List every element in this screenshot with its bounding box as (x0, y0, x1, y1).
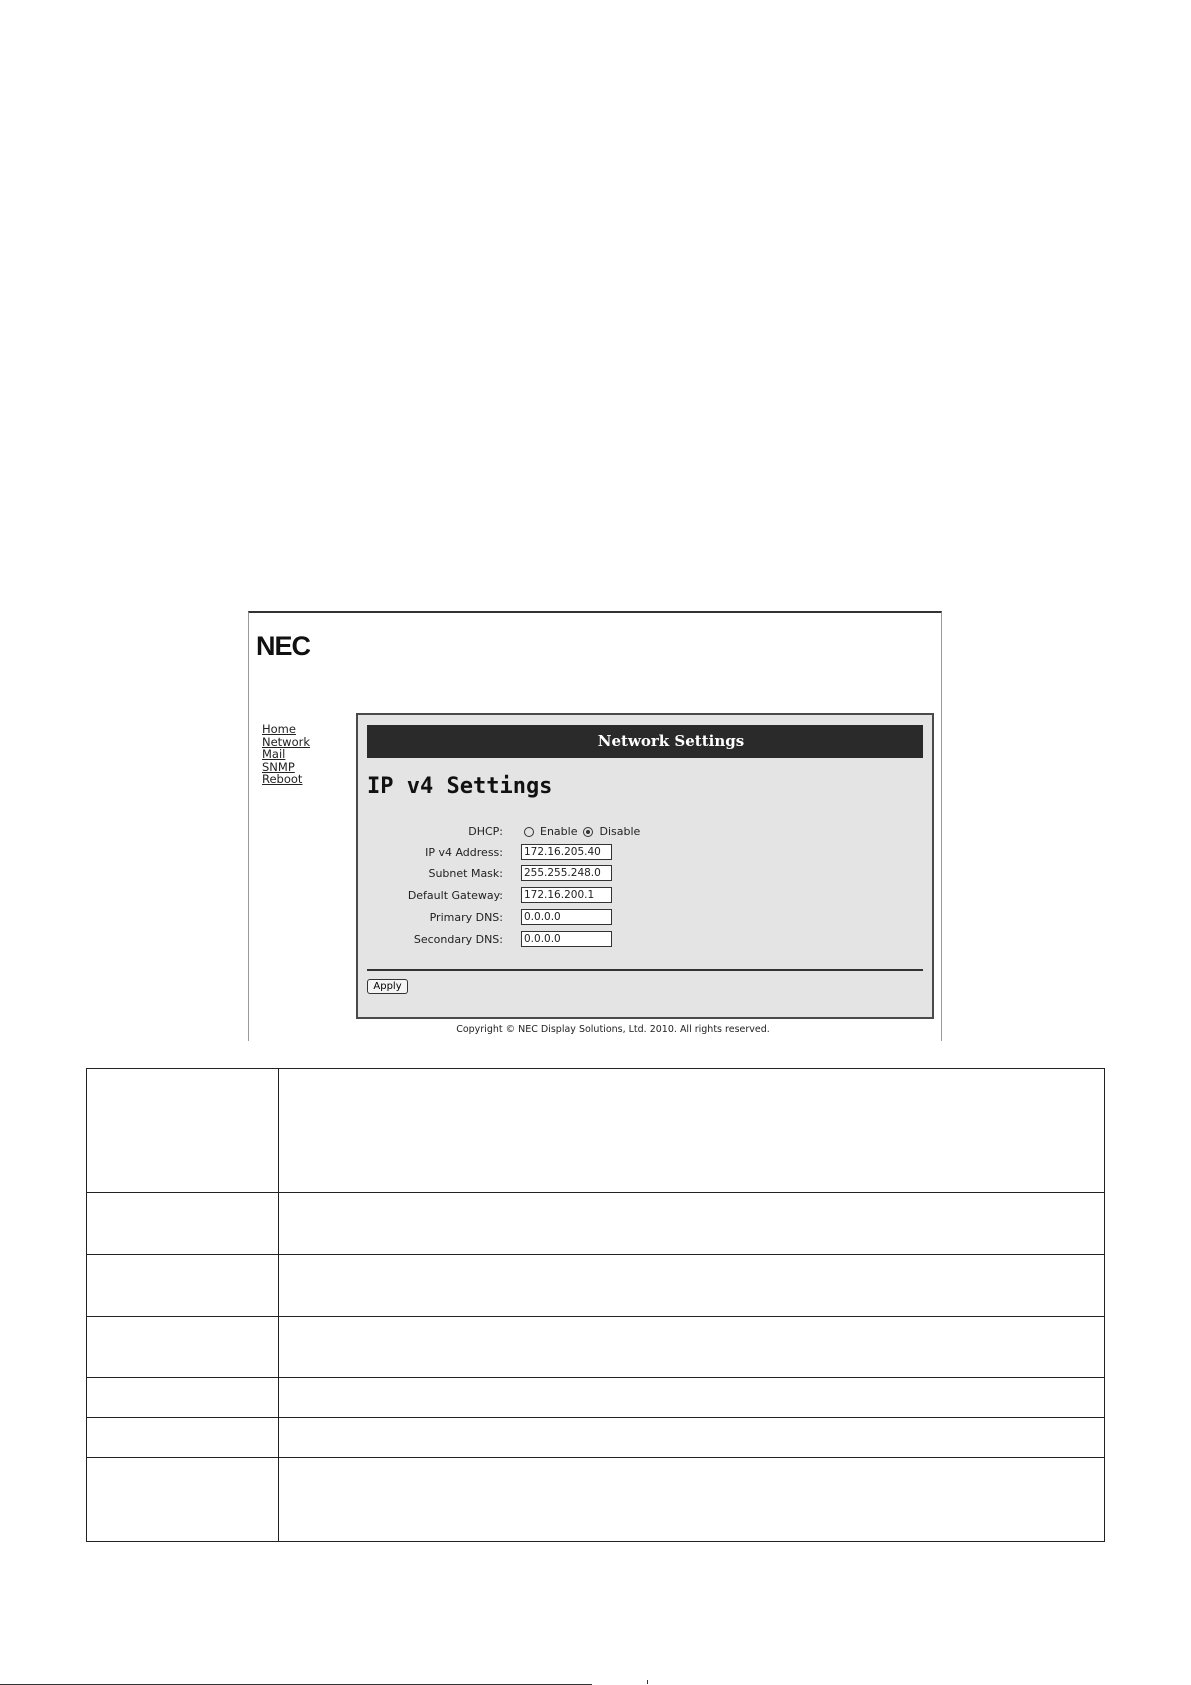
table-cell-term (87, 1255, 279, 1317)
nav-link-snmp[interactable]: SNMP (262, 759, 295, 774)
dhcp-label: DHCP: (468, 825, 503, 838)
nav-link-home[interactable]: Home (262, 722, 296, 736)
table-row (87, 1458, 1105, 1542)
dhcp-enable-label: Enable (540, 825, 578, 838)
table-row (87, 1317, 1105, 1378)
table-cell-description (279, 1317, 1105, 1378)
settings-panel (356, 713, 934, 1019)
nav-link-mail[interactable]: Mail (262, 747, 286, 761)
panel-header: Network Settings (367, 725, 923, 758)
table-cell-term (87, 1458, 279, 1542)
subnet-mask-input[interactable] (521, 865, 612, 881)
dhcp-row (358, 823, 932, 841)
secondary-dns-label: Secondary DNS: (413, 933, 503, 946)
description-table (86, 1068, 1105, 1542)
table-cell-term (87, 1193, 279, 1255)
table-cell-description (279, 1418, 1105, 1458)
nav-link-network[interactable]: Network (262, 734, 311, 749)
network-settings-screenshot (248, 611, 942, 1041)
table-row (87, 1069, 1105, 1193)
table-cell-description (279, 1458, 1105, 1542)
table-cell-term (87, 1418, 279, 1458)
ipv4-address-row (358, 844, 932, 862)
default-gateway-label: Default Gateway: (407, 889, 503, 902)
primary-dns-row (358, 909, 932, 927)
ipv4-address-label: IP v4 Address: (425, 846, 503, 859)
table-cell-term (87, 1317, 279, 1378)
table-cell-description (279, 1069, 1105, 1193)
copyright-text: Copyright © NEC Display Solutions, Ltd. 2010. All rights reserved. (456, 1024, 770, 1035)
table-row (87, 1378, 1105, 1418)
table-row (87, 1193, 1105, 1255)
panel-divider (367, 969, 923, 971)
dhcp-radio-group (524, 825, 646, 838)
dhcp-enable-radio[interactable] (524, 827, 534, 837)
footer-tick (647, 1680, 648, 1684)
ipv4-address-input[interactable] (521, 844, 612, 860)
primary-dns-input[interactable] (521, 909, 612, 925)
secondary-dns-row (358, 931, 932, 949)
dhcp-disable-label: Disable (599, 825, 641, 838)
side-nav (262, 723, 310, 786)
table-cell-description (279, 1255, 1105, 1317)
table-row (87, 1418, 1105, 1458)
nec-logo: NEC (256, 631, 311, 661)
apply-button[interactable]: Apply (367, 979, 408, 994)
default-gateway-input[interactable] (521, 887, 612, 903)
secondary-dns-input[interactable] (521, 931, 612, 947)
table-cell-description (279, 1193, 1105, 1255)
table-cell-term (87, 1069, 279, 1193)
default-gateway-row (358, 887, 932, 905)
dhcp-disable-radio[interactable] (583, 827, 593, 837)
subnet-mask-row (358, 865, 932, 883)
primary-dns-label: Primary DNS: (429, 911, 503, 924)
table-cell-term (87, 1378, 279, 1418)
table-cell-description (279, 1378, 1105, 1418)
nav-link-reboot[interactable]: Reboot (262, 772, 303, 786)
subnet-mask-label: Subnet Mask: (428, 867, 503, 880)
section-title: IP v4 Settings (367, 774, 553, 799)
table-row (87, 1255, 1105, 1317)
